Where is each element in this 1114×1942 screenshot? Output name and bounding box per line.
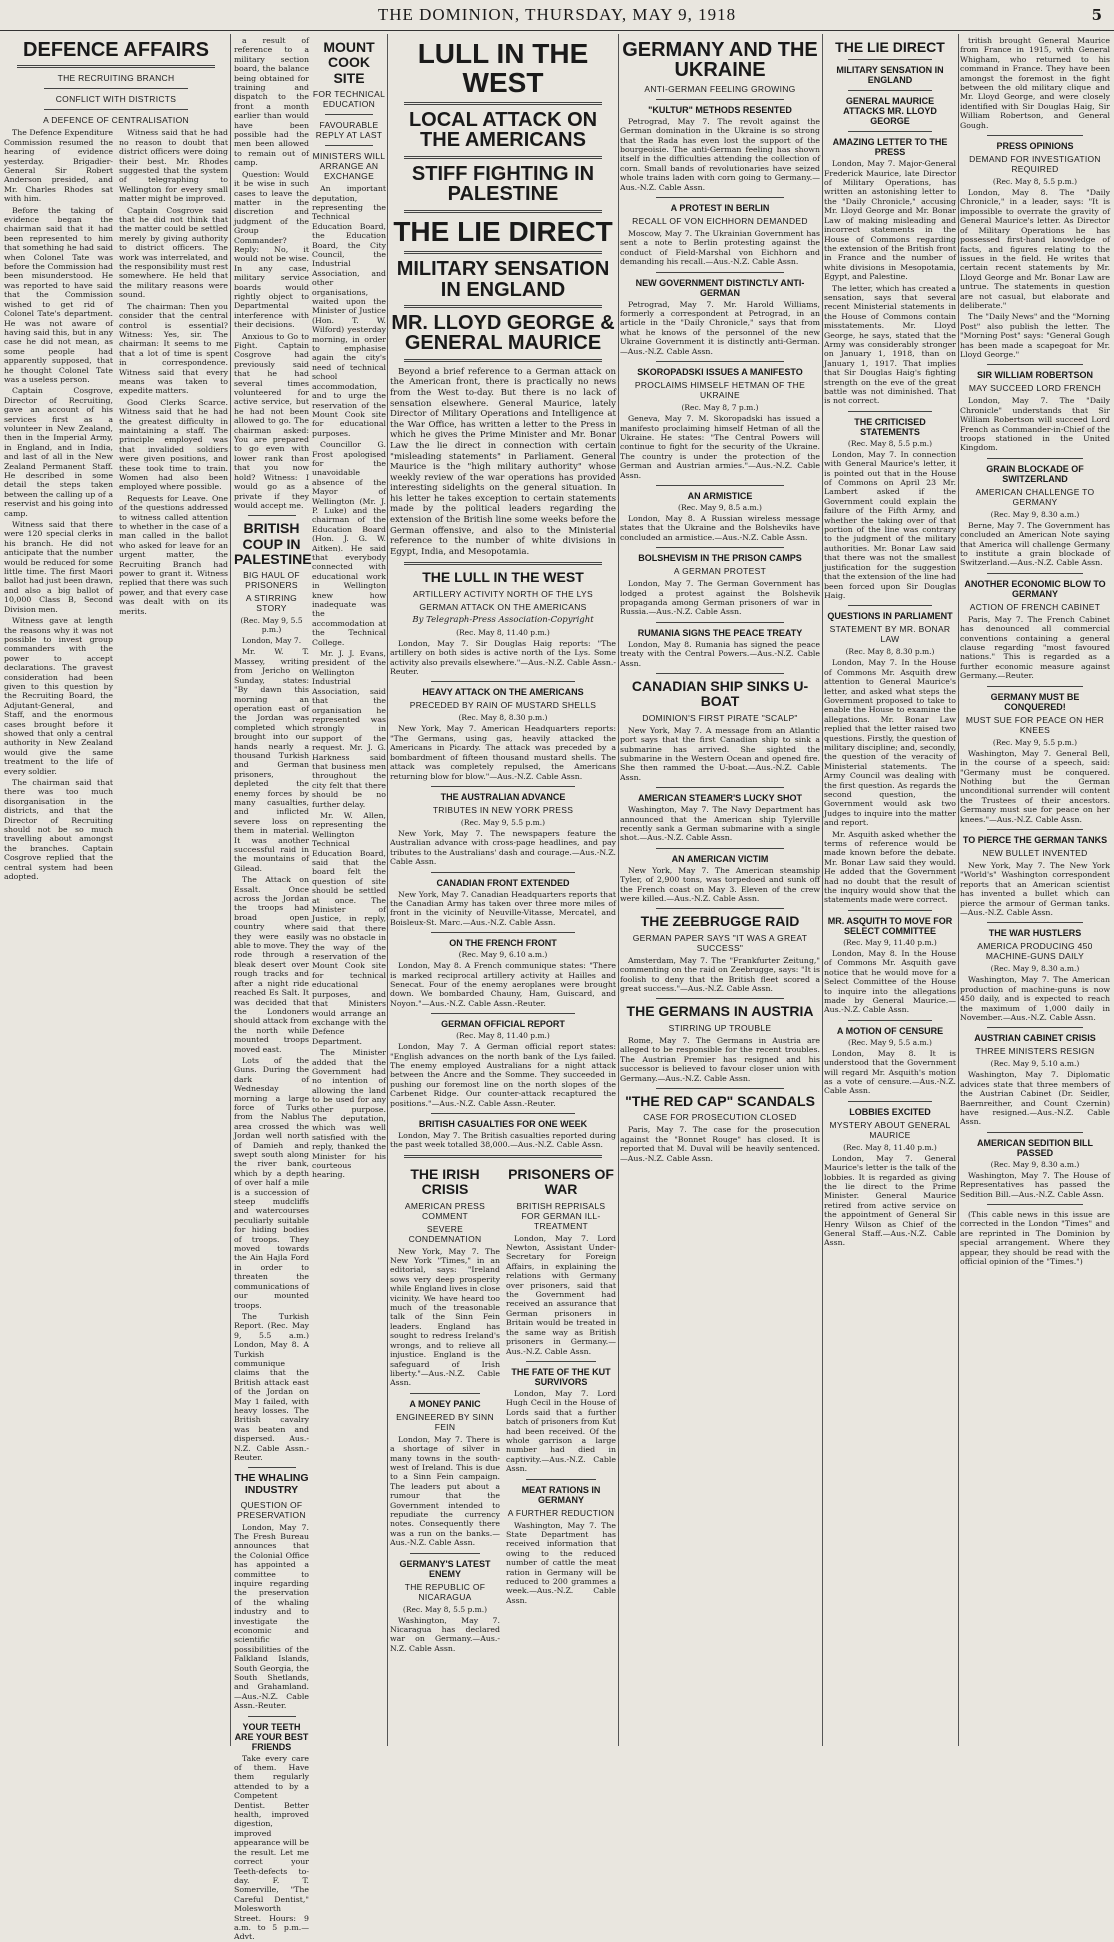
paragraph: An important deputation, representing the Technical Education Board, the Education Board, the City Council, the Industrial Association, and other organisations, waited upon the Minister of Justice (Hon. T. W. Wilford) yesterday morning, in order to emphasise again the city's need of technical school accommodation, and to urge the reservation of the Mount Cook site for educational purposes. bbox=[312, 184, 386, 438]
story-heading: TO PIERCE THE GERMAN TANKS bbox=[962, 834, 1108, 845]
headline-lie-direct: THE LIE DIRECT bbox=[835, 39, 945, 55]
paragraph: London, May 8. A French communique states: "There is marked reciprocal artillery activity at Hailles and Senecat. Four of the enemy aeroplanes were brought down. We bombarded Chauny, Ham, Guiscard, and Noyon."—Aus.-N.Z. Cable Assn.-Reuter. bbox=[390, 961, 616, 1008]
paragraph: London, May 7. The Fresh Bureau announces that the Colonial Office has appointed a committee to inquire regarding the preservation of the whaling industry and to investigate the economic and scientific possibilities of the Falkland Islands, South Georgia, the South Shetlands, and Grahamland.—Aus.-N.Z. Cable Assn.-Reuter. bbox=[234, 1522, 309, 1711]
headline-military-sensation: MILITARY SENSATION IN ENGLAND bbox=[396, 258, 610, 301]
paragraph: London, May 7. The "Daily Chronicle" understands that Sir William Robertson will succeed Lord French as Commander-in-Chief of the troops stationed in the United Kingdom. bbox=[960, 396, 1110, 453]
subhead: PROCLAIMS HIMSELF HETMAN OF THE UKRAINE bbox=[634, 380, 806, 401]
received-date: (Rec. May 8, 11.40 p.m.) bbox=[456, 627, 550, 637]
received-date: (Rec. May 9, 8.30 a.m.) bbox=[990, 509, 1080, 519]
masthead bbox=[0, 0, 1114, 31]
column-palestine bbox=[234, 36, 312, 1942]
headline-germany-ukraine: GERMANY AND THE UKRAINE bbox=[622, 39, 818, 82]
subhead: ACTION OF FRENCH CABINET bbox=[969, 601, 1101, 612]
paragraph: Washington, May 7. General Bell, in the course of a speech, said: "Germany must be conquered. Nothing but the German unconditional surrender will content the Trustees of their ancestors. Germany must sue for peace on her knees."—Aus.-N.Z. Cable Assn. bbox=[960, 748, 1110, 824]
paragraph: Rome, May 7. The Germans in Austria are alleged to be responsible for the recent troubles. The Austrian Premier has resigned and his successor is believed to favour closer union with Germany.—Aus.-N.Z. Cable Assn. bbox=[620, 1035, 820, 1083]
subhead: MUST SUE FOR PEACE ON HER KNEES bbox=[965, 714, 1105, 735]
story-heading: AMERICAN SEDITION BILL PASSED bbox=[977, 1137, 1093, 1158]
column-rule bbox=[822, 34, 823, 1746]
subhead: STATEMENT BY MR. BONAR LAW bbox=[829, 624, 951, 645]
story-heading: AMERICAN STEAMER'S LUCKY SHOT bbox=[638, 793, 802, 804]
column-lie-direct bbox=[824, 36, 956, 1746]
column-germany-ukraine bbox=[620, 36, 820, 1746]
subhead: SEVERE CONDEMNATION bbox=[408, 1223, 482, 1244]
subhead: QUESTION OF PRESERVATION bbox=[237, 1499, 306, 1520]
subhead: BIG HAUL OF PRISONERS bbox=[243, 570, 300, 591]
story-heading: BRITISH CASUALTIES FOR ONE WEEK bbox=[418, 1119, 588, 1130]
headline-stiff-fighting: STIFF FIGHTING IN PALESTINE bbox=[411, 162, 595, 206]
story-heading: SIR WILLIAM ROBERTSON bbox=[977, 370, 1093, 381]
subhead: THE RECRUITING BRANCH bbox=[57, 73, 175, 84]
paragraph: London, May 7. The German Government has lodged a protest against the Bolshevik propaganda among German prisoners of war in Russia.—Aus.-N.Z. Cable Assn. bbox=[620, 579, 820, 617]
paragraph: Washington, May 7. The Navy Department has announced that the American ship Tylerville recently sank a German submarine with a single shot.—Aus.-N.Z. Cable Assn. bbox=[620, 805, 820, 843]
paragraph: Before the taking of evidence began the chairman said that it had been represented to him that something he had said when Colonel Tate was before the Commission had been misunderstood. He was reported to have said that the Commission wished to get rid of Colonel Tate's department. He was not aware of having said this, but in any case he did not mean, as some people had apparently supposed, that he thought Colonel Tate was a useless person. bbox=[4, 205, 113, 384]
received-date: (Rec. May 9, 8.30 a.m.) bbox=[990, 1159, 1080, 1169]
subhead: MYSTERY ABOUT GENERAL MAURICE bbox=[829, 1119, 951, 1140]
paragraph: The "Daily News" and the "Morning Post" also publish the letter. The "Morning Post" says: "General Gough has been made a scapegoat for Mr. Lloyd George." bbox=[960, 312, 1110, 359]
received-date: (Rec. May 9, 11.40 p.m.) bbox=[843, 937, 937, 947]
paragraph: London, May 7. In the House of Commons Mr. Asquith drew attention to General Maurice's letter, and asked what steps the Government proposed to take to enable the House to examine the allegations. Mr. Bonar Law replied that the letter raised two questions. Firstly, the question of military discipline; and, secondly, the question of the veracity of Ministerial statements. The Army Council was dealing with the first question. As regards the second question, the Government would ask two Judges to inquire into the matter and report. bbox=[824, 658, 956, 828]
story-heading: GERMANY'S LATEST ENEMY bbox=[399, 1558, 491, 1579]
subhead: AMERICAN PRESS COMMENT bbox=[404, 1200, 486, 1221]
editorial-note: (This cable news in this issue are corrected in the London "Times" and are reprinted in The Dominion by special arrangement. Where they appear, they should be read with the official opinion of the "Times.") bbox=[960, 1210, 1110, 1267]
paragraph: London, May 8. Rumania has signed the peace treaty with the Central Powers.—Aus.-N.Z. Cable Assn. bbox=[620, 639, 820, 668]
paragraph: Anxious to Go to Fight. Captain Cosgrove had previously said that he had several times volunteered for active service, but he had not been allowed to go. The chairman asked: You are prepared to go even with lower rank than that you now hold? Witness: I would go as a private if they would accept me. bbox=[234, 331, 309, 510]
paragraph: London, May 7. A German official report states: "English advances on the north bank of the Lys failed. The enemy employed Australians for a night attack between the Ancre and the Somme. They succeeded in pushing our foremost line on the north slopes of the Carbenet Ridge. Our counter-attack recaptured the positions."—Aus.-N.Z. Cable Assn.-Reuter. bbox=[390, 1042, 616, 1108]
paragraph: Washington, May 7. The American production of machine-guns is now 450 daily, and is expected to reach the maximum of 1,000 daily in November.—Aus.-N.Z. Cable Assn. bbox=[960, 975, 1110, 1022]
advert-text: Take every care of them. Have them regularly attended to by a Competent Dentist. Better health, improved digestion, improved appearance will be the result. Let me correct your Teeth-defects to-day. F. T. Somerville, "The Careful Dentist," Molesworth Street. Hours: 9 a.m. to 5 p.m.—Advt. bbox=[234, 1753, 309, 1942]
column-press-opinions bbox=[960, 36, 1110, 1746]
paragraph: Witness gave at length the reasons why it was not possible to invest group commanders with the power to accept declarations. The gravest consideration had been given to this question by the Recruiting Board, the Adjutant-General, and Staff, and the enormous cases brought before it showed that only a central authority in New Zealand would give the same treatment to the life of every soldier. bbox=[4, 616, 113, 776]
headline-lull-story: THE LULL IN THE WEST bbox=[422, 569, 584, 586]
paragraph: London, May 7. Lord Newton, Assistant Under-Secretary for Foreign Affairs, in explaining the relations with Germany over prisoners, said that the Government had received an assurance that German prisoners in Britain would be treated in the same way as British prisoners in Germany.—Aus.-N.Z. Cable Assn. bbox=[506, 1233, 616, 1356]
paragraph: London, May 7. General Maurice's letter is the talk of the lobbies. It is regarded as giving the lie direct to the Prime Minister. General Maurice retired from active service on the appointment of General Sir Henry Wilson as Chief of the General Staff.—Aus.-N.Z. Cable Assn. bbox=[824, 1153, 956, 1248]
paragraph: Mr. Asquith asked whether the terms of reference would be made known before the debate. Mr. Bonar Law said they would. He added that the Government had no doubt that the result of the inquiry would show that the statements made were correct. bbox=[824, 829, 956, 905]
received-date: (Rec. May 8, 8.30 p.m.) bbox=[845, 647, 935, 657]
paragraph: Paris, May 7. The case for the prosecution against the "Bonnet Rouge" has closed. It is reported that M. Duval will be heavily sentenced.—Aus.-N.Z. Cable Assn. bbox=[620, 1125, 820, 1163]
story-heading: AN ARMISTICE bbox=[687, 490, 753, 501]
subhead: A STIRRING STORY bbox=[245, 593, 298, 614]
dateline: London, May 7. bbox=[241, 636, 302, 646]
headline-defence-affairs: DEFENCE AFFAIRS bbox=[23, 39, 209, 61]
subhead: FOR TECHNICAL EDUCATION bbox=[312, 89, 386, 110]
paragraph: Washington, May 7. The State Department has received information that owing to the reduced number of cattle the meat ration in Germany will be reduced to 200 grammes a week.—Aus.-N.Z. Cable Assn. bbox=[506, 1520, 616, 1605]
subhead: CONFLICT WITH DISTRICTS bbox=[55, 94, 177, 105]
subhead: A FURTHER REDUCTION bbox=[507, 1507, 615, 1518]
summary-paragraph: Beyond a brief reference to a German attack on the American front, there is practically no news from the West to-day. But there is no lack of sensation elsewhere. General Maurice, lately Director of Military Operations and Intelligence at the War Office, has written a letter to the Press in which he gives the Prime Minister and Mr. Bonar Law the lie direct in connection with certain "misleading statements" in Parliament. General Maurice is the "high military authority" whose weekly review of the war operations has provided interesting sidelights on the general situation. In his letter he takes exception to certain statements made by the political leaders regarding the extension of the British line some weeks before the German offensive, and also to the Ministerial reference to the number of white divisions in Egypt, India, and Mesopotamia. bbox=[390, 366, 616, 557]
subhead: AMERICAN CHALLENGE TO GERMANY bbox=[975, 486, 1095, 507]
story-heading: MEAT RATIONS IN GERMANY bbox=[521, 1484, 601, 1505]
received-date: (Rec. May 9, 8.5 a.m.) bbox=[678, 502, 762, 512]
column-lull-in-west bbox=[390, 36, 616, 1746]
story-heading: GERMAN OFFICIAL REPORT bbox=[441, 1019, 565, 1030]
paragraph: Washington, May 7. Nicaragua has declared war on Germany.—Aus.-N.Z. Cable Assn. bbox=[390, 1615, 500, 1653]
paragraph: Question: Would it be wise in such cases to leave the matter in the discretion and judgment of the Group Commander? Reply: No, it would not be wise. In any case, military service boards would rightly object to Departmental interference with their decisions. bbox=[234, 169, 309, 330]
column-rule bbox=[958, 34, 959, 1746]
story-heading: AN AMERICAN VICTIM bbox=[671, 853, 769, 864]
headline-irish-crisis: THE IRISH CRISIS bbox=[410, 1165, 480, 1198]
headline-canadian-ship: CANADIAN SHIP SINKS U-BOAT bbox=[631, 678, 809, 710]
subhead: MAY SUCCEED LORD FRENCH bbox=[968, 383, 1102, 394]
column-rule bbox=[618, 34, 619, 1746]
story-heading: THE CRITICISED STATEMENTS bbox=[854, 416, 926, 437]
story-heading: HEAVY ATTACK ON THE AMERICANS bbox=[422, 687, 584, 698]
received-date: (Rec. May 9, 5.5 p.m.) bbox=[460, 817, 546, 827]
received-date: (Rec. May 9, 8.30 a.m.) bbox=[990, 964, 1080, 974]
subhead: STIRRING UP TROUBLE bbox=[668, 1022, 772, 1033]
paragraph: Washington, May 7. Diplomatic advices state that three members of the Austrian Cabinet (Dr. Seidler, Baernreither, and Count Czernin) have resigned.—Aus.-N.Z. Cable Assn. bbox=[960, 1070, 1110, 1127]
paragraph: New York, May 7. The American steamship Tyler, of 2,900 tons, was torpedoed and sunk off the French coast on May 3. Eleven of the crew were killed.—Aus.-N.Z. Cable Assn. bbox=[620, 865, 820, 904]
story-heading: MR. ASQUITH TO MOVE FOR SELECT COMMITTEE bbox=[827, 915, 953, 936]
received-date: (Rec. May 9, 6.10 a.m.) bbox=[458, 950, 548, 960]
subhead: NEW BULLET INVENTED bbox=[982, 847, 1088, 858]
story-heading: QUESTIONS IN PARLIAMENT bbox=[827, 611, 953, 622]
subhead: ARTILLERY ACTIVITY NORTH OF THE LYS bbox=[413, 588, 593, 599]
paragraph: Berne, May 7. The Government has concluded an American Note saying that America will challenge Germany to institute a grain blockade of Switzerland.—Aus.-N.Z. Cable Assn. bbox=[960, 520, 1110, 568]
paragraph: Mr. W. T. Massey, writing from Jericho on Sunday, states: "By dawn this morning an operation east of the Jordan was completed which brought into our hands nearly a thousand Turkish and German prisoners, depleted the enemy forces by many casualties, and inflicted severe loss on them in material. It was another successful raid in the mountains of Gilead. bbox=[234, 647, 309, 873]
headline-germans-austria: THE GERMANS IN AUSTRIA bbox=[626, 1003, 814, 1020]
received-date: (Rec. May 8, 5.5 p.m.) bbox=[992, 177, 1078, 187]
subhead: THREE MINISTERS RESIGN bbox=[975, 1046, 1095, 1057]
subhead: FAVOURABLE REPLY AT LAST bbox=[315, 120, 383, 141]
paragraph: The letter, which has created a sensation, says that several recent Ministerial statements in the House of Commons contain misstatements. Mr. Lloyd George, he says, stated that the Army was considerably stronger on January 1, 1918, than on January 1, 1917. That implies that Sir Douglas Haig's fighting strength on the eve of the great battle was not diminished. That is not correct. bbox=[824, 283, 956, 406]
subhead: RECALL OF VON EICHHORN DEMANDED bbox=[632, 216, 808, 227]
subhead: A GERMAN PROTEST bbox=[673, 566, 767, 577]
subhead: ENGINEERED BY SINN FEIN bbox=[396, 1411, 494, 1432]
paragraph: New York, May 7. A message from an Atlantic port says that the first Canadian ship to sink a submarine has arrived. She sighted the submarine in the Western Ocean and opened fire. She then rammed the U-boat.—Aus.-N.Z. Cable Assn. bbox=[620, 725, 820, 782]
paragraph: tritish brought General Maurice from France in 1915, with General Whigham, who returned to his command in France. They have been amongst the foremost in the fight between the old military clique and Mr. Lloyd George, and were closely identified with Sir Douglas Haig, Sir William Robertson, and General Gough. bbox=[960, 36, 1110, 130]
paragraph: London, May 7. The British casualties reported during the past week totalled 38,000.—Aus.-N.Z. Cable Assn. bbox=[390, 1131, 616, 1150]
subhead: GENERAL MAURICE ATTACKS MR. LLOYD GEORGE bbox=[843, 96, 937, 127]
received-date: (Rec. May 9, 5.5 p.m.) bbox=[240, 616, 303, 635]
paragraph: New York, May 7. The New York "World's" Washington correspondent reports that an American scientist has invented a bullet which can pierce the armour of German tanks.—Aus.-N.Z. Cable Assn. bbox=[960, 860, 1110, 917]
paragraph: New York, May 7. The newspapers feature the Australian advance with cross-page headlines, and pay tributes to the Australians' dash and courage.—Aus.-N.Z. Cable Assn. bbox=[390, 828, 616, 867]
page-number: 5 bbox=[1091, 6, 1102, 24]
paragraph: London, May 7. In connection with General Maurice's letter, it is pointed out that in the House of Commons on April 23 Mr. Lambert asked if the Government could explain the failure of the Fifth Army, and whether the taking over of that portion of the line was contrary to the judgment of the military authorities. Mr. Bonar Law said that there was not the smallest justification for the suggestion that the extension of the line had been forced upon Sir Douglas Haig. bbox=[824, 449, 956, 600]
story-heading: A MOTION OF CENSURE bbox=[836, 1025, 944, 1036]
headline-mount-cook: MOUNT COOK SITE bbox=[323, 39, 375, 86]
story-heading: LOBBIES EXCITED bbox=[849, 1106, 931, 1117]
received-date: (Rec. May 9, 5.5 a.m.) bbox=[848, 1037, 932, 1047]
story-heading: ANOTHER ECONOMIC BLOW TO GERMANY bbox=[964, 578, 1106, 599]
story-heading: BOLSHEVISM IN THE PRISON CAMPS bbox=[638, 553, 802, 564]
received-date: (Rec. May 9, 5.5 p.m.) bbox=[992, 737, 1078, 747]
paragraph: Lots of the Guns. During the dark of Wednesday morning a large force of Turks from the Nablus area crossed the Jordan well north of Damieh and swept south along the river bank, which by a depth of over half a mile is a succession of steep mudcliffs and watercourses peculiarly suitable for hiding bodies of troops. They moved towards the Ain Hajla Ford in order to threaten the communications of our mounted troops. bbox=[234, 1055, 309, 1310]
received-date: (Rec. May 8, 11.40 p.m.) bbox=[456, 1031, 550, 1041]
paragraph: Moscow, May 7. The Ukrainian Government has sent a note to Berlin protesting against the conduct of Field-Marshal von Eichhorn and demanding his recall.—Aus.-N.Z. Cable Assn. bbox=[620, 229, 820, 267]
paragraph: Witness said that there were 120 special clerks in his branch. He did not anticipate that the number would be reduced for some little time. The first Maori ballot had just been drawn, and also a big ballot of 10,000 Class B, Second Division men. bbox=[4, 520, 113, 614]
paragraph: New York, May 7. Canadian Headquarters reports that the Canadian Army has taken over three more miles of front in the vicinity of Neuville-Vitasse, Mercatel, and Boisleux-St. Marc.—Aus.-N.Z. Cable Assn. bbox=[390, 889, 616, 927]
story-heading: THE AUSTRALIAN ADVANCE bbox=[440, 791, 566, 802]
paragraph: Captain Cosgrove said that he did not think that the matter could be settled merely by giving authority to district officers. The work was interrelated, and the responsibility must rest somewhere. He held that the military reasons were sound. bbox=[119, 205, 228, 300]
paragraph: London, May 8. It is understood that the Government will regard Mr. Asquith's motion as a vote of censure.—Aus.-N.Z. Cable Assn. bbox=[824, 1048, 956, 1096]
subhead: DEMAND FOR INVESTIGATION REQUIRED bbox=[969, 154, 1101, 175]
story-heading: SKOROPADSKI ISSUES A MANIFESTO bbox=[637, 367, 803, 378]
headline-local-attack: LOCAL ATTACK ON THE AMERICANS bbox=[408, 109, 598, 152]
paragraph: The Turkish Report. (Rec. May 9, 5.5 a.m.) London, May 8. A Turkish communique claims that the British attack east of the Jordan on May 1 failed, with heavy losses. The British cavalry was beaten and dispersed. Aus.-N.Z. Cable Assn.-Reuter. bbox=[234, 1311, 309, 1463]
paragraph: London, May 7. Major-General Frederick Maurice, late Director of Military Operations, has written an astonishing letter to the "Daily Chronicle," accusing Mr. Lloyd George and Mr. Bonar Law of making misleading and incorrect statements in the House of Commons regarding the extension of the British front in France and the number of white divisions in Mesopotamia, Egypt, and Palestine. bbox=[824, 159, 956, 282]
story-heading: AUSTRIAN CABINET CRISIS bbox=[974, 1033, 1096, 1044]
column-rule bbox=[230, 34, 231, 1746]
headline-lloyd-george-maurice: MR. LLOYD GEORGE & GENERAL MAURICE bbox=[391, 311, 615, 355]
credit-line: By Telegraph-Press Association-Copyright bbox=[412, 614, 594, 625]
paragraph: London, May 8. The "Daily Chronicle," in a leader, says: "It is impossible to overrate the gravity of General Maurice's letter. As Director of Military Operations he has possessed first-hand knowledge of facts, and figures relating to the issues in the field. He writes that certain recent statements by Mr. Lloyd George and Mr. Bonar Law are untrue. The statements in question are not casual, but elaborate and deliberate." bbox=[960, 188, 1110, 310]
column-rule bbox=[387, 34, 388, 1746]
story-heading: PRESS OPINIONS bbox=[996, 141, 1074, 152]
subhead: THE REPUBLIC OF NICARAGUA bbox=[404, 1581, 486, 1602]
subhead: GERMAN PAPER SAYS "IT WAS A GREAT SUCCESS" bbox=[632, 932, 808, 953]
headline-whaling: THE WHALING INDUSTRY bbox=[234, 1472, 309, 1496]
paragraph: The Attack on Essalt. Once across the Jordan the troops had broad open country where they were easily able to move. They rode through a bleak desert over rough tracks and after a night ride reached Es Salt. It was decided that the Londoners should attack from the north while mounted troops moved east. bbox=[234, 875, 309, 1054]
subhead: ANTI-GERMAN FEELING GROWING bbox=[644, 83, 796, 94]
subhead: AMERICA PRODUCING 450 MACHINE-GUNS DAILY bbox=[977, 941, 1093, 962]
subhead: MILITARY SENSATION IN ENGLAND bbox=[836, 65, 944, 86]
paragraph: Requests for Leave. One of the questions addressed to witness called attention to whether in the case of a man called in the ballot who asked for leave for an urgent matter, the Recruiting Branch had power to grant it. Witness replied that there was such power, and that every case was dealt with on its merits. bbox=[119, 493, 228, 616]
story-heading: A PROTEST IN BERLIN bbox=[670, 203, 770, 214]
subhead: MINISTERS WILL ARRANGE AN EXCHANGE bbox=[312, 151, 386, 182]
headline-the-lie-direct: THE LIE DIRECT bbox=[393, 215, 613, 247]
paragraph: Mr. J. J. Evans, president of the Wellington Industrial Association, said that the organisation he represented was strongly in support of the request. Mr. J. G. Harkness said that business men throughout the city felt that there should be no further delay. bbox=[312, 649, 386, 809]
subhead: DOMINION'S FIRST PIRATE "SCALP" bbox=[642, 712, 798, 723]
paragraph: Petrograd, May 7. Mr. Harold Williams, formerly a correspondent at Petrograd, in an article in the "Daily Chronicle," says that from what he knows of the personnel of the new Ukraine Government it is distinctly anti-German.—Aus.-N.Z. Cable Assn. bbox=[620, 299, 820, 356]
subhead: "KULTUR" METHODS RESENTED bbox=[648, 104, 792, 115]
received-date: (Rec. May 8, 7 p.m.) bbox=[681, 403, 759, 413]
paragraph: London, May 7. There is a shortage of silver in many towns in the south-west of Ireland. This is due to a Sinn Fein campaign. The leaders put about a rumour that the Government intended to repudiate the currency notes. Consequently there was a run on the banks.—Aus.-N.Z. Cable Assn. bbox=[390, 1434, 500, 1548]
paragraph: Petrograd, May 7. The revolt against the German domination in the Ukraine is so strong that the Rada has even lost the support of the bourgeoisie. The anti-German feeling has shown itself in the difficulties attending the collection of corn. Small bands of revolutionaries have seized whole trains laden with corn going to Germany.—Aus.-N.Z. Cable Assn. bbox=[620, 116, 820, 192]
received-date: (Rec. May 8, 11.40 p.m.) bbox=[843, 1142, 937, 1152]
subhead: PRECEDED BY RAIN OF MUSTARD SHELLS bbox=[409, 700, 597, 711]
headline-prisoners-of-war: PRISONERS OF WAR bbox=[508, 1165, 614, 1198]
column-mount-cook bbox=[312, 36, 386, 1746]
subhead: AMAZING LETTER TO THE PRESS bbox=[832, 137, 948, 158]
received-date: (Rec. May 8, 8.30 p.m.) bbox=[458, 713, 548, 723]
subhead: CASE FOR PROSECUTION CLOSED bbox=[643, 1112, 797, 1123]
paragraph: Washington, May 7. The House of Representatives has passed the Sedition Bill.—Aus.-N.Z. Cable Assn. bbox=[960, 1170, 1110, 1199]
headline-british-coup: BRITISH COUP IN PALESTINE bbox=[234, 520, 312, 568]
story-heading: GERMANY MUST BE CONQUERED! bbox=[990, 691, 1080, 712]
paragraph: London, May 7. Sir Douglas Haig reports: "The artillery on both sides is active north of the Lys. Some activity also prevails elsewhere."—Aus.-N.Z. Cable Assn.-Reuter. bbox=[390, 638, 616, 677]
story-heading: THE WAR HUSTLERS bbox=[988, 928, 1082, 939]
subhead: TRIBUTES IN NEW YORK PRESS bbox=[432, 804, 574, 815]
headline-zeebrugge: THE ZEEBRUGGE RAID bbox=[640, 913, 800, 930]
paragraph: London, May 8. In the House of Commons Mr. Asquith gave notice that he would move for a Select Committee of the House to inquire into the allegations made by General Maurice.—Aus.-N.Z. Cable Assn. bbox=[824, 948, 956, 1015]
story-heading: NEW GOVERNMENT DISTINCTLY ANTI-GERMAN bbox=[635, 277, 805, 298]
story-heading: ON THE FRENCH FRONT bbox=[449, 938, 557, 949]
received-date: (Rec. May 8, 5.5 p.m.) bbox=[402, 1604, 488, 1614]
paragraph: Captain Cosgrove, Director of Recruiting, gave an account of his services first as a volunteer in New Zealand, then in the Imperial Army, in England, and in India, and last of all in the New Zealand Permanent Staff. He described in some detail the steps taken between the calling up of a reservist and his going into camp. bbox=[4, 386, 113, 518]
paragraph: The Minister added that the Government had no intention of allowing the land to be used for any other purpose. The deputation, which was well satisfied with the reply, thanked the Minister for his courteous hearing. bbox=[312, 1048, 386, 1180]
story-heading: GRAIN BLOCKADE OF SWITZERLAND bbox=[986, 463, 1084, 484]
story-heading: CANADIAN FRONT EXTENDED bbox=[436, 877, 570, 888]
paragraph: Councillor G. Frost apologised for the unavoidable absence of the Mayor of Wellington (Mr. J. P. Luke) and the chairman of the Education Board (Hon. J. G. W. Aitken). He said that everybody connected with educational work in Wellington knew how inadequate was the accommodation at the Technical College. bbox=[312, 440, 386, 647]
advert-heading: YOUR TEETH ARE YOUR BEST FRIENDS bbox=[234, 1721, 309, 1752]
paragraph: Geneva, May 7. M. Skoropadski has issued a manifesto proclaiming himself Hetman of all the Ukraine. He states: "The Central Powers will continue to fight for the security of the Ukraine. The country is under the protection of the German and Austrian armies."—Aus.-N.Z. Cable Assn. bbox=[620, 414, 820, 480]
paragraph: The chairman said that there was too much disorganisation in the districts, and that the Director of Recruiting should not be so much travelling about amongst the branches. Captain Cosgrove replied that the central system had been adopted. bbox=[4, 778, 113, 882]
subhead: GERMAN ATTACK ON THE AMERICANS bbox=[419, 601, 587, 612]
story-heading: THE FATE OF THE KUT SURVIVORS bbox=[511, 1366, 611, 1387]
headline-lull-in-the-west: LULL IN THE WEST bbox=[417, 38, 589, 98]
subhead: BRITISH REPRISALS FOR GERMAN ILL-TREATMENT bbox=[516, 1200, 606, 1231]
received-date: (Rec. May 9, 5.10 a.m.) bbox=[990, 1059, 1080, 1069]
paragraph: a result of reference to a military section board, the balance being obtained for training and dispatch to the front a month earlier than would have been possible had the men been allowed to remain out of camp. bbox=[234, 36, 309, 168]
paragraph: The chairman: Then you consider that the central control is essential? Witness: Yes, sir. The chairman: It seems to me that a lot of time is spent in correspondence. Witness said that every means was taken to expedite matters. bbox=[119, 301, 228, 396]
paragraph: New York, May 7. The New York "Times," in an editorial, says: "Ireland sows very deep prosperity while England lives in close vicinity. We have heard too much of the treasonable talk of the Sinn Fein leaders. England has sought to redress Ireland's wrongs, and to relieve all injustice. England is the safeguard of Irish liberty."—Aus.-N.Z. Cable Assn. bbox=[390, 1246, 500, 1388]
headline-red-cap: "THE RED CAP" SCANDALS bbox=[625, 1092, 815, 1109]
paragraph: Good Clerks Scarce. Witness said that he had the greatest difficulty in maintaining a staff. The principle employed was that invalided soldiers were given positions, and these took time to train. Women had also been employed where possible. bbox=[119, 397, 228, 492]
paragraph: Paris, May 7. The French Cabinet has denounced all commercial conventions containing a general clause regarding "most favoured nations." This is regarded as a further economic measure against Germany.—Reuter. bbox=[960, 614, 1110, 681]
newspaper-title: THE DOMINION, THURSDAY, MAY 9, 1918 bbox=[377, 5, 737, 24]
column-defence-affairs bbox=[4, 36, 228, 1746]
paragraph: London, May 7. Lord Hugh Cecil in the House of Lords said that a further batch of prisoners from Kut had been received. Of the whole garrison a large number had died in captivity.—Aus.-N.Z. Cable Assn. bbox=[506, 1388, 616, 1474]
subhead: A DEFENCE OF CENTRALISATION bbox=[43, 115, 189, 126]
paragraph: Witness said that he had no reason to doubt that district officers were doing their best. Mr. Rhodes suggested that the system of telegraphing to Wellington for every small matter might be improved. bbox=[119, 128, 228, 204]
story-heading: A MONEY PANIC bbox=[409, 1398, 481, 1409]
paragraph: The Defence Expenditure Commission resumed the hearing of evidence yesterday. Brigadier-General Sir Robert Anderson presided, and Mr. Charles Rhodes sat with him. bbox=[4, 128, 113, 204]
received-date: (Rec. May 8, 5.5 p.m.) bbox=[847, 438, 933, 448]
paragraph: London, May 8. A Russian wireless message states that the Ukraine and the Bolsheviks have concluded an armistice.—Aus.-N.Z. Cable Assn. bbox=[620, 513, 820, 542]
paragraph: Amsterdam, May 7. The "Frankfurter Zeitung," commenting on the raid on Zeebrugge, says: "It is foolish to deny that the British fleet scored a great success."—Aus.-N.Z. Cable Assn. bbox=[620, 955, 820, 994]
paragraph: Mr. W. Allen, representing the Wellington Technical Education Board, said that the board felt the question of site should be settled at once. The Minister of Justice, in reply, said that there was no obstacle in the way of the reservation of the Mount Cook site for technical educational purposes, and that Ministers would arrange an exchange with the Defence Department. bbox=[312, 810, 386, 1046]
paragraph: New York, May 7. American Headquarters reports: "The Germans, using gas, heavily attacked the Americans in Picardy. The attack was preceded by a bombardment of fifteen thousand mustard shells. The attack was completely repulsed, the Americans returning blow for blow."—Aus.-N.Z. Cable Assn. bbox=[390, 724, 616, 781]
story-heading: RUMANIA SIGNS THE PEACE TREATY bbox=[637, 627, 803, 638]
